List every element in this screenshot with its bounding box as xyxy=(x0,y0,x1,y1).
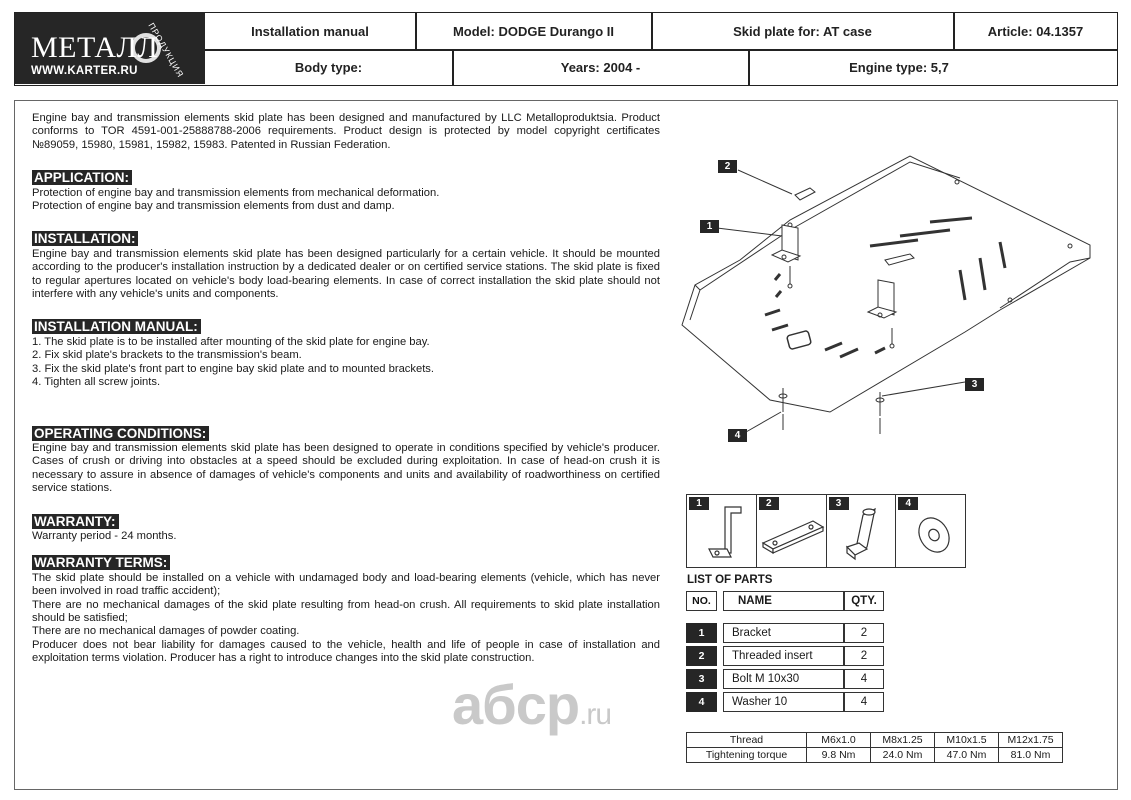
document-header xyxy=(14,12,1118,86)
section-line: Warranty period - 24 months. xyxy=(32,529,177,542)
part-name: Bolt M 10x30 xyxy=(723,669,844,689)
threaded-insert-icon xyxy=(757,495,827,567)
article: Article: 04.1357 xyxy=(987,23,1084,39)
torque-value: 24.0 Nm xyxy=(871,748,935,763)
part-name: Bracket xyxy=(723,623,844,643)
part-name: Threaded insert xyxy=(723,646,844,666)
header-name: NAME xyxy=(723,591,844,611)
part-qty: 4 xyxy=(844,692,884,712)
torque-label: Tightening torque xyxy=(687,748,807,763)
part-number: 4 xyxy=(898,497,918,510)
header-qty: QTY. xyxy=(844,591,884,611)
part-qty: 2 xyxy=(844,623,884,643)
instructions-text xyxy=(32,112,660,666)
table-row xyxy=(686,623,884,643)
section-heading: APPLICATION: xyxy=(32,170,132,185)
section-installation xyxy=(32,221,660,301)
section-line: Engine bay and transmission elements skid plate has been designed particularly for a certain vehicle. It should be mounted according to the producer's installation instruction by a dedicated dealer or on certified service stations. The skid plate is fixed to regular apertures located on vehicle's body load-bearing elements. In case of correct installation the skid plate should not interfere with any vehicle's units and components. xyxy=(32,247,660,301)
section-heading: INSTALLATION MANUAL: xyxy=(32,319,201,334)
table-row xyxy=(686,646,884,666)
logo-url: WWW.KARTER.RU xyxy=(31,65,138,77)
callout-1: 1 xyxy=(700,220,719,233)
part-no: 1 xyxy=(686,623,717,643)
skid-plate-for: Skid plate for: AT case xyxy=(733,23,872,39)
torque-value: 81.0 Nm xyxy=(999,748,1063,763)
part-number: 1 xyxy=(689,497,709,510)
part-no: 2 xyxy=(686,646,717,666)
torque-table-row-thread xyxy=(687,733,1063,748)
part-picture-washer xyxy=(896,495,965,567)
bolt-icon xyxy=(827,495,897,567)
section-line: There are no mechanical damages of the skid plate resulting from head-on crush. All requirements to skid plate installation should be satisfied; xyxy=(32,598,660,624)
section-line: Engine bay and transmission elements skid plate has been designed to operate in conditions specified by vehicle's producer. Cases of crush or driving into obstacles at a speed should be excluded during exploitation. In case of head-on crush it is necessary to assure in absence of damages of vehicle's components and units and availability of roadworthiness on certified service stations. xyxy=(32,441,660,495)
table-row xyxy=(686,692,884,712)
section-line: Protection of engine bay and transmission elements from mechanical deformation. xyxy=(32,186,440,199)
section-operating-conditions xyxy=(32,416,660,496)
part-no: 3 xyxy=(686,669,717,689)
intro-paragraph: Engine bay and transmission elements skid plate has been designed and manufactured by LLC Metalloproduktsia. Product conforms to TOR 4591-001-25888788-2006 requirements. Product design is protected by model copyright certificates №89059, 15980, 15981, 15982, 15983. Patented in Russian Federation. xyxy=(32,112,660,151)
part-no: 4 xyxy=(686,692,717,712)
thread-value: M8x1.25 xyxy=(871,733,935,748)
part-name: Washer 10 xyxy=(723,692,844,712)
part-number: 3 xyxy=(829,497,849,510)
model: Model: DODGE Durango II xyxy=(452,23,615,39)
torque-value: 9.8 Nm xyxy=(807,748,871,763)
part-picture-threaded-insert xyxy=(757,495,827,567)
section-line: Protection of engine bay and transmission elements from dust and damp. xyxy=(32,200,395,213)
part-picture-bolt xyxy=(827,495,897,567)
body-type: Body type: xyxy=(294,60,363,75)
part-number: 2 xyxy=(759,497,779,510)
washer-icon xyxy=(896,495,966,567)
logo-name: МЕТАЛЛ xyxy=(31,31,159,64)
section-heading: WARRANTY: xyxy=(32,514,119,529)
section-line: There are no mechanical damages of powder coating. xyxy=(32,625,300,638)
skid-plate-drawing xyxy=(660,150,1110,450)
years: Years: 2004 - xyxy=(560,60,641,75)
section-line: 2. Fix skid plate's brackets to the transmission's beam. xyxy=(32,349,302,362)
table-row xyxy=(686,614,884,620)
part-qty: 2 xyxy=(844,646,884,666)
part-picture-bracket xyxy=(687,495,757,567)
section-warranty-terms xyxy=(32,545,660,665)
torque-table xyxy=(686,732,1063,763)
thread-value: M10x1.5 xyxy=(935,733,999,748)
callout-2: 2 xyxy=(718,160,737,173)
parts-table xyxy=(686,588,884,715)
thread-label: Thread xyxy=(687,733,807,748)
company-logo xyxy=(15,13,205,84)
bracket-icon xyxy=(687,495,757,567)
watermark-suffix: .ru xyxy=(579,698,612,731)
section-line: The skid plate should be installed on a vehicle with undamaged body and load-bearing elements (vehicle, which has never been involved in road traffic accident); xyxy=(32,571,660,598)
list-of-parts-title: LIST OF PARTS xyxy=(687,574,773,586)
thread-value: M12x1.75 xyxy=(999,733,1063,748)
callout-3: 3 xyxy=(965,378,984,391)
logo-vertical-text: ПРОДУКЦИЯ xyxy=(146,21,186,80)
section-line: 1. The skid plate is to be installed after mounting of the skid plate for engine bay. xyxy=(32,335,430,348)
section-line: Producer does not bear liability for damages caused to the vehicle, health and life of people in case of installation and exploitation terms violation. Producer has a right to introduce changes into the skid plate construction. xyxy=(32,638,660,665)
torque-table-row-torque xyxy=(687,748,1063,763)
header-no: NO. xyxy=(686,591,717,611)
torque-value: 47.0 Nm xyxy=(935,748,999,763)
watermark-text: aбcp xyxy=(452,673,580,736)
callout-4: 4 xyxy=(728,429,747,442)
table-row xyxy=(686,669,884,689)
parts-table-header xyxy=(686,591,884,611)
section-heading: OPERATING CONDITIONS: xyxy=(32,426,209,441)
part-qty: 4 xyxy=(844,669,884,689)
section-heading: WARRANTY TERMS: xyxy=(32,555,170,570)
section-line: 3. Fix the skid plate's front part to engine bay skid plate and to mounted brackets. xyxy=(32,362,435,375)
section-application xyxy=(32,160,660,213)
skid-plate-illustration xyxy=(660,150,1110,450)
section-warranty xyxy=(32,504,660,544)
engine-type: Engine type: 5,7 xyxy=(849,60,949,75)
section-line: 4. Tighten all screw joints. xyxy=(32,376,161,389)
watermark xyxy=(452,672,611,737)
section-heading: INSTALLATION: xyxy=(32,231,138,246)
thread-value: M6x1.0 xyxy=(807,733,871,748)
section-installation-manual xyxy=(32,309,660,389)
parts-pictures xyxy=(686,494,966,568)
doc-type: Installation manual xyxy=(251,23,369,39)
